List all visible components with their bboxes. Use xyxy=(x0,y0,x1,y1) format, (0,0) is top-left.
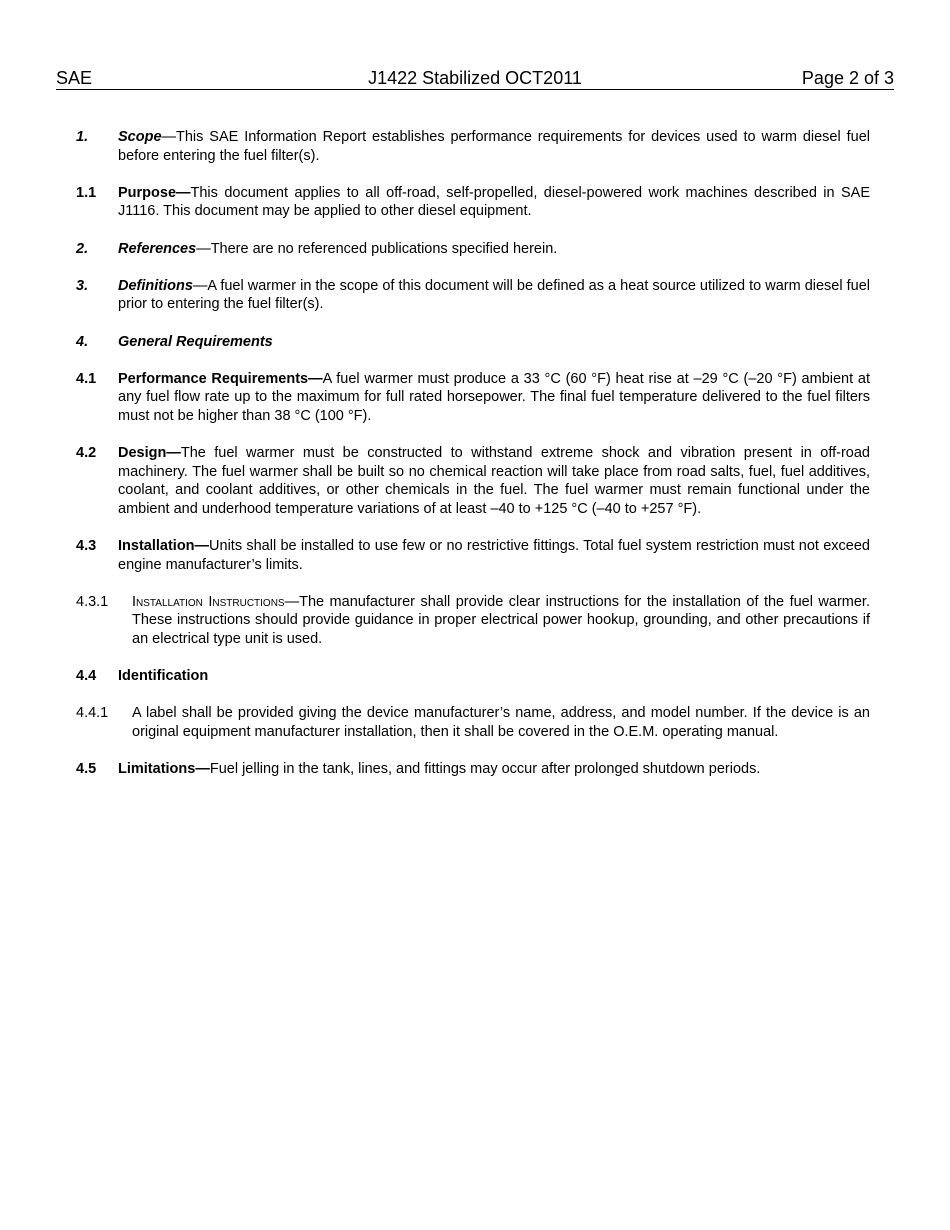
section-4-2-design xyxy=(76,444,870,518)
section-number: 4.4.1 xyxy=(76,705,109,722)
section-title: Performance Requirements— xyxy=(118,370,323,387)
section-body: Units shall be installed to use few or no restrictive fittings. Total fuel system restriction must not exceed engine manufacturer’s limits. xyxy=(118,538,870,573)
section-number: 4.3 xyxy=(76,538,97,555)
section-text xyxy=(118,333,870,352)
section-title: Installation— xyxy=(118,538,210,555)
section-4-4-identification xyxy=(76,667,870,686)
section-title: References xyxy=(118,240,197,257)
section-3-definitions xyxy=(76,277,870,314)
section-1-1-purpose xyxy=(76,184,870,221)
section-body: This document applies to all off-road, self-propelled, diesel-powered work machines described in SAE J1116. This document may be applied to other diesel equipment. xyxy=(118,184,870,220)
section-title: Definitions xyxy=(118,277,193,294)
section-body: A fuel warmer must produce a 33 °C (60 °F) heat rise at –29 °C (–20 °F) ambient at any fuel flow rate up to the maximum for full rated horsepower. The final fuel temperature delivered to the fuel filters must not be higher than 38 °C (100 °F). xyxy=(118,370,870,424)
section-number: 4.5 xyxy=(76,761,97,778)
section-4-5-limitations xyxy=(76,760,870,779)
section-number: 4.1 xyxy=(76,370,97,387)
header-doc-id: J1422 Stabilized OCT2011 xyxy=(368,68,582,88)
section-1-scope xyxy=(76,128,870,165)
section-number: 4. xyxy=(76,333,89,350)
section-text xyxy=(118,537,870,574)
section-title: Installation Instructions xyxy=(132,593,285,610)
section-number: 4.2 xyxy=(76,445,97,462)
section-text xyxy=(118,760,870,779)
section-text xyxy=(118,184,870,221)
section-number: 2. xyxy=(76,240,89,257)
section-body: —This SAE Information Report establishes performance requirements for devices used to warm diesel fuel before entering the fuel filter(s). xyxy=(118,129,870,164)
section-number: 1.1 xyxy=(76,184,97,201)
section-number: 3. xyxy=(76,277,89,294)
section-title: Limitations— xyxy=(118,761,210,778)
section-text xyxy=(132,593,870,649)
section-text xyxy=(118,128,870,165)
section-text xyxy=(118,277,870,314)
section-4-1-performance xyxy=(76,370,870,426)
section-text xyxy=(118,667,870,686)
section-4-general-requirements xyxy=(76,333,870,352)
section-text xyxy=(118,370,870,426)
header-page-number: Page 2 of 3 xyxy=(801,68,894,88)
section-body: —The manufacturer shall provide clear instructions for the installation of the fuel warmer. These instructions should provide guidance in proper electrical power hookup, grounding, and other precautions if an electrical type unit is used. xyxy=(132,593,870,648)
section-text xyxy=(132,704,870,741)
section-4-4-1-label xyxy=(76,704,870,741)
section-body: The fuel warmer must be constructed to withstand extreme shock and vibration present in off-road machinery. The fuel warmer shall be built so no chemical reaction will take place from road salts, fuel, fuel additives, coolant, and coolant additives, or other chemicals in the fuel. The fuel warmer must remain functional under the ambient and underhood temperature variations of at least –40 to +125 °C (–40 to +257 °F). xyxy=(118,445,870,517)
section-body: —A fuel warmer in the scope of this document will be defined as a heat source utilized to warm diesel fuel prior to entering the fuel filter(s). xyxy=(118,277,870,313)
section-title: Purpose— xyxy=(118,184,191,201)
section-text xyxy=(118,444,870,518)
section-2-references xyxy=(76,240,870,259)
section-number: 4.3.1 xyxy=(76,593,109,610)
section-body: A label shall be provided giving the device manufacturer’s name, address, and model number. If the device is an original equipment manufacturer installation, then it shall be covered in the O.E.M. operating manual. xyxy=(132,705,870,740)
document-body xyxy=(76,128,870,797)
section-body: —There are no referenced publications specified herein. xyxy=(196,240,558,257)
header-org: SAE xyxy=(56,68,93,88)
section-number: 1. xyxy=(76,129,89,145)
section-4-3-1-installation-instructions xyxy=(76,593,870,649)
section-title: Identification xyxy=(118,668,209,685)
section-text xyxy=(118,240,870,259)
section-title: General Requirements xyxy=(118,333,273,350)
page-header xyxy=(56,67,894,90)
section-body: Fuel jelling in the tank, lines, and fittings may occur after prolonged shutdown periods. xyxy=(209,761,761,778)
section-title: Design— xyxy=(118,445,181,462)
section-number: 4.4 xyxy=(76,668,97,685)
section-4-3-installation xyxy=(76,537,870,574)
section-title: Scope xyxy=(118,129,162,145)
